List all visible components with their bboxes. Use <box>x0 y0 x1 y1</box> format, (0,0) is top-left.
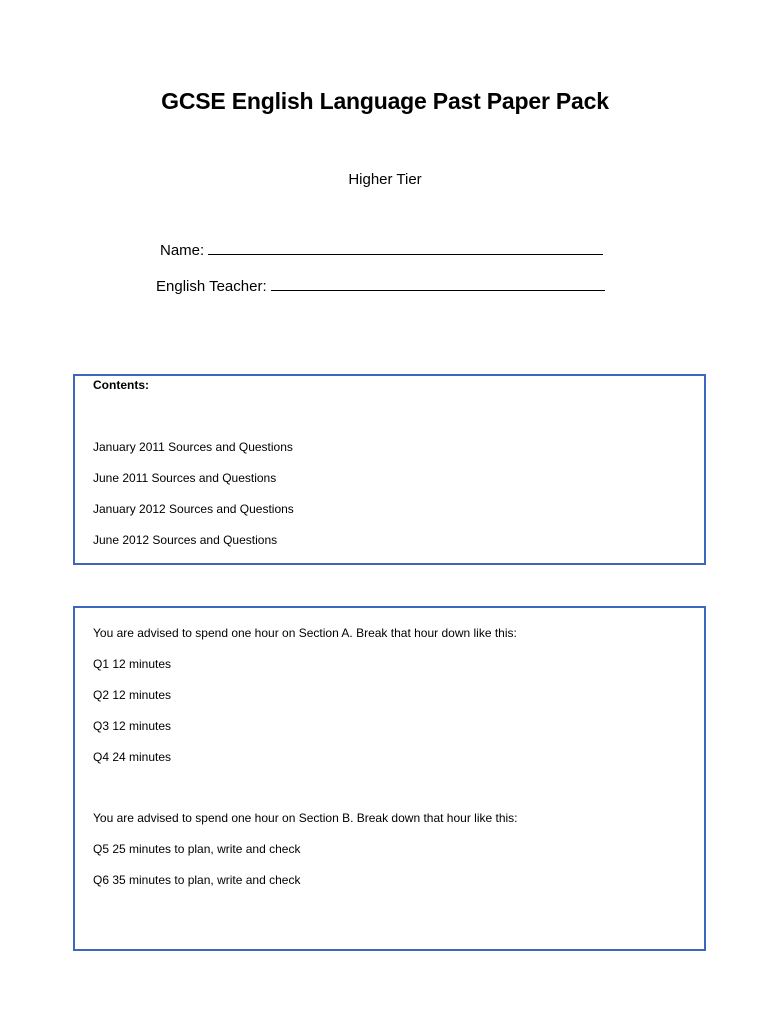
name-field[interactable] <box>160 241 603 259</box>
section-b-intro: You are advised to spend one hour on Section B. Break down that hour like this: <box>93 811 518 825</box>
contents-item: January 2011 Sources and Questions <box>93 440 293 454</box>
section-a-item: Q1 12 minutes <box>93 657 172 671</box>
section-a-item: Q3 12 minutes <box>93 719 172 733</box>
contents-item: June 2012 Sources and Questions <box>93 533 278 547</box>
teacher-field-label: English Teacher: <box>156 278 267 295</box>
page-title: GCSE English Language Past Paper Pack <box>161 88 609 114</box>
teacher-field-blank[interactable] <box>271 277 605 291</box>
section-a-intro: You are advised to spend one hour on Section A. Break that hour down like this: <box>93 626 517 640</box>
contents-item: June 2011 Sources and Questions <box>93 471 277 485</box>
section-a-item: Q2 12 minutes <box>93 688 172 702</box>
section-a-item: Q4 24 minutes <box>93 750 172 764</box>
name-field-blank[interactable] <box>208 241 603 255</box>
contents-heading: Contents: <box>93 378 149 392</box>
timing-box <box>73 606 706 951</box>
contents-item: January 2012 Sources and Questions <box>93 502 294 516</box>
contents-box <box>73 374 706 565</box>
page-subtitle: Higher Tier <box>348 171 422 188</box>
name-field-label: Name: <box>160 242 205 259</box>
section-b-item: Q5 25 minutes to plan, write and check <box>93 842 301 856</box>
section-b-item: Q6 35 minutes to plan, write and check <box>93 873 301 887</box>
teacher-field[interactable] <box>156 277 605 295</box>
